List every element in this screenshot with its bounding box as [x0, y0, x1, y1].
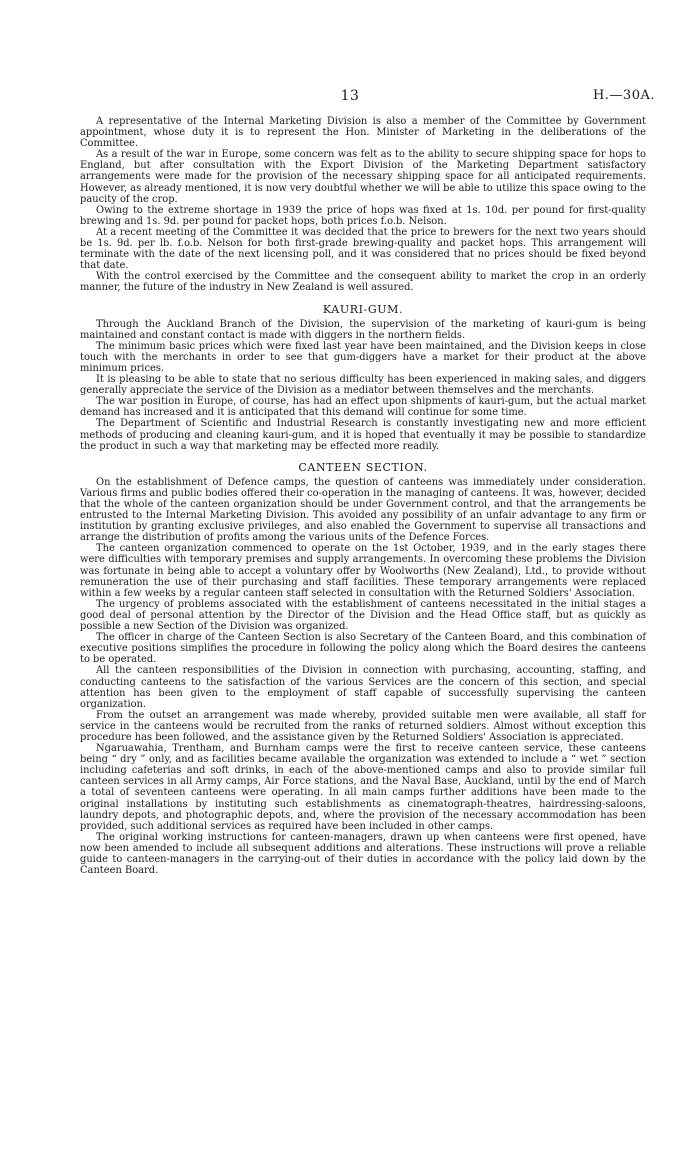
paragraph: It is pleasing to be able to state that no serious difficulty has been experienced in making sales, and diggers generally appreciate the service of the Division as a mediator between themselves and the merchants. [80, 374, 646, 397]
paragraph: The canteen organization commenced to operate on the 1st October, 1939, and in the early stages there were difficulties with temporary premises and supply arrangements. In overcoming these problems the Division was fortunate in being able to accept a voluntary offer by Woolworths (New Zealand), Ltd., to provide without remuneration the use of their purchasing and staff facilities. These temporary arrangements were replaced within a few weeks by a regular canteen staff selected in consultation with the Returned Soldiers' Association. [80, 543, 646, 599]
paragraph: As a result of the war in Europe, some concern was felt as to the ability to secure shipping space for hops to England, but after consultation with the Export Division of the Marketing Department satisfactory arrangements were made for the provision of the necessary shipping space for all anticipated requirements. However, as already mentioned, it is now very doubtful whether we will be able to utilize this space owing to the paucity of the crop. [80, 149, 646, 205]
paragraph: On the establishment of Defence camps, the question of canteens was immediately under consideration. Various firms and public bodies offered their co-operation in the managing of canteens. It was, however, decided that the whole of the canteen organization should be under Government control, and that the arrangements be entrusted to the Internal Marketing Division. This avoided any possibility of an unfair advantage to any firm or institution by granting exclusive privileges, and also enabled the Government to supervise all transactions and arrange the distribution of profits among the various units of the Defence Forces. [80, 476, 646, 544]
section-heading-canteen: CANTEEN SECTION. [298, 460, 428, 474]
section-heading-kauri-gum: KAURI-GUM. [322, 302, 404, 316]
paragraph: Through the Auckland Branch of the Division, the supervision of the marketing of kauri-gum is being maintained and constant contact is made with diggers in the northern fields. [80, 318, 646, 341]
page-number: 13 [340, 88, 360, 104]
paragraph: The officer in charge of the Canteen Section is also Secretary of the Canteen Board, and this combination of executive positions simplifies the procedure in following the policy along which the Board desires the canteens to be operated. [80, 632, 646, 666]
paragraph: The minimum basic prices which were fixed last year have been maintained, and the Division keeps in close touch with the merchants in order to see that gum-diggers have a market for their product at the above minimum prices. [80, 340, 646, 374]
paragraph: The Department of Scientific and Industrial Research is constantly investigating new and more efficient methods of producing and cleaning kauri-gum, and it is hoped that eventually it may be possible to standardize the product in such a way that marketing may be effected more readily. [80, 418, 646, 452]
paragraph: At a recent meeting of the Committee it was decided that the price to brewers for the next two years should be 1s. 9d. per lb. f.o.b. Nelson for both first-grade brewing-quality and packet hops. This arrangement will terminate with the date of the next licensing poll, and it was considered that no prices should be fixed beyond that date. [80, 226, 646, 272]
paragraph: The urgency of problems associated with the establishment of canteens necessitated in the initial stages a good deal of personal attention by the Director of the Division and the Head Office staff, but as quickly as possible a new Section of the Division was organized. [80, 598, 646, 633]
paragraph: From the outset an arrangement was made whereby, provided suitable men were available, all staff for service in the canteens would be recruited from the ranks of returned soldiers. Almost without exception this procedure has been followed, and the assistance given by the Returned Soldiers' Association is appreciated. [80, 709, 646, 743]
paragraph: A representative of the Internal Marketing Division is also a member of the Committee by Government appointment, whose duty it is to represent the Hon. Minister of Marketing in the deliberations of the Committee. [80, 116, 646, 150]
paragraph: The war position in Europe, of course, has had an effect upon shipments of kauri-gum, but the actual market demand has increased and it is anticipated that this demand will continue for some time. [80, 396, 646, 419]
paragraph: The original working instructions for canteen-managers, drawn up when canteens were first opened, have now been amended to include all subsequent additions and alterations. These instructions will prove a reliable guide to canteen-managers in the carrying-out of their duties in accordance with the policy laid down by the Canteen Board. [80, 831, 646, 877]
paragraph: All the canteen responsibilities of the Division in connection with purchasing, accounting, staffing, and conducting canteens to the satisfaction of the various Services are the concern of this section, and special attention has been given to the employment of staff capable of successfully supervising the canteen organization. [80, 665, 646, 710]
paragraph: Ngaruawahia, Trentham, and Burnham camps were the first to receive canteen service, these canteens being “ dry ” only, and as facilities became available the organization was extended to include a “ wet ” section including cafeterias and soft drinks, in each of the above-mentioned camps and also to provide similar full canteen services in all Army camps, Air Force stations, and the Naval Base, Auckland, until by the end of March a total of seventeen canteens were operating. In all main camps further additions have been made to the original installations by instituting such establishments as cinematograph-theatres, hairdressing-saloons, laundry depots, and photographic depots, and, where the provision of the necessary accommodation has been provided, such additional services as required have been included in other camps. [80, 743, 646, 832]
body-text [80, 116, 646, 876]
paragraph: Owing to the extreme shortage in 1939 the price of hops was fixed at 1s. 10d. per pound for first-quality brewing and 1s. 9d. per pound for packet hops, both prices f.o.b. Nelson. [80, 204, 646, 227]
paragraph: With the control exercised by the Committee and the consequent ability to market the crop in an orderly manner, the future of the industry in New Zealand is well assured. [80, 271, 646, 294]
document-reference: H.—30A. [592, 88, 655, 103]
